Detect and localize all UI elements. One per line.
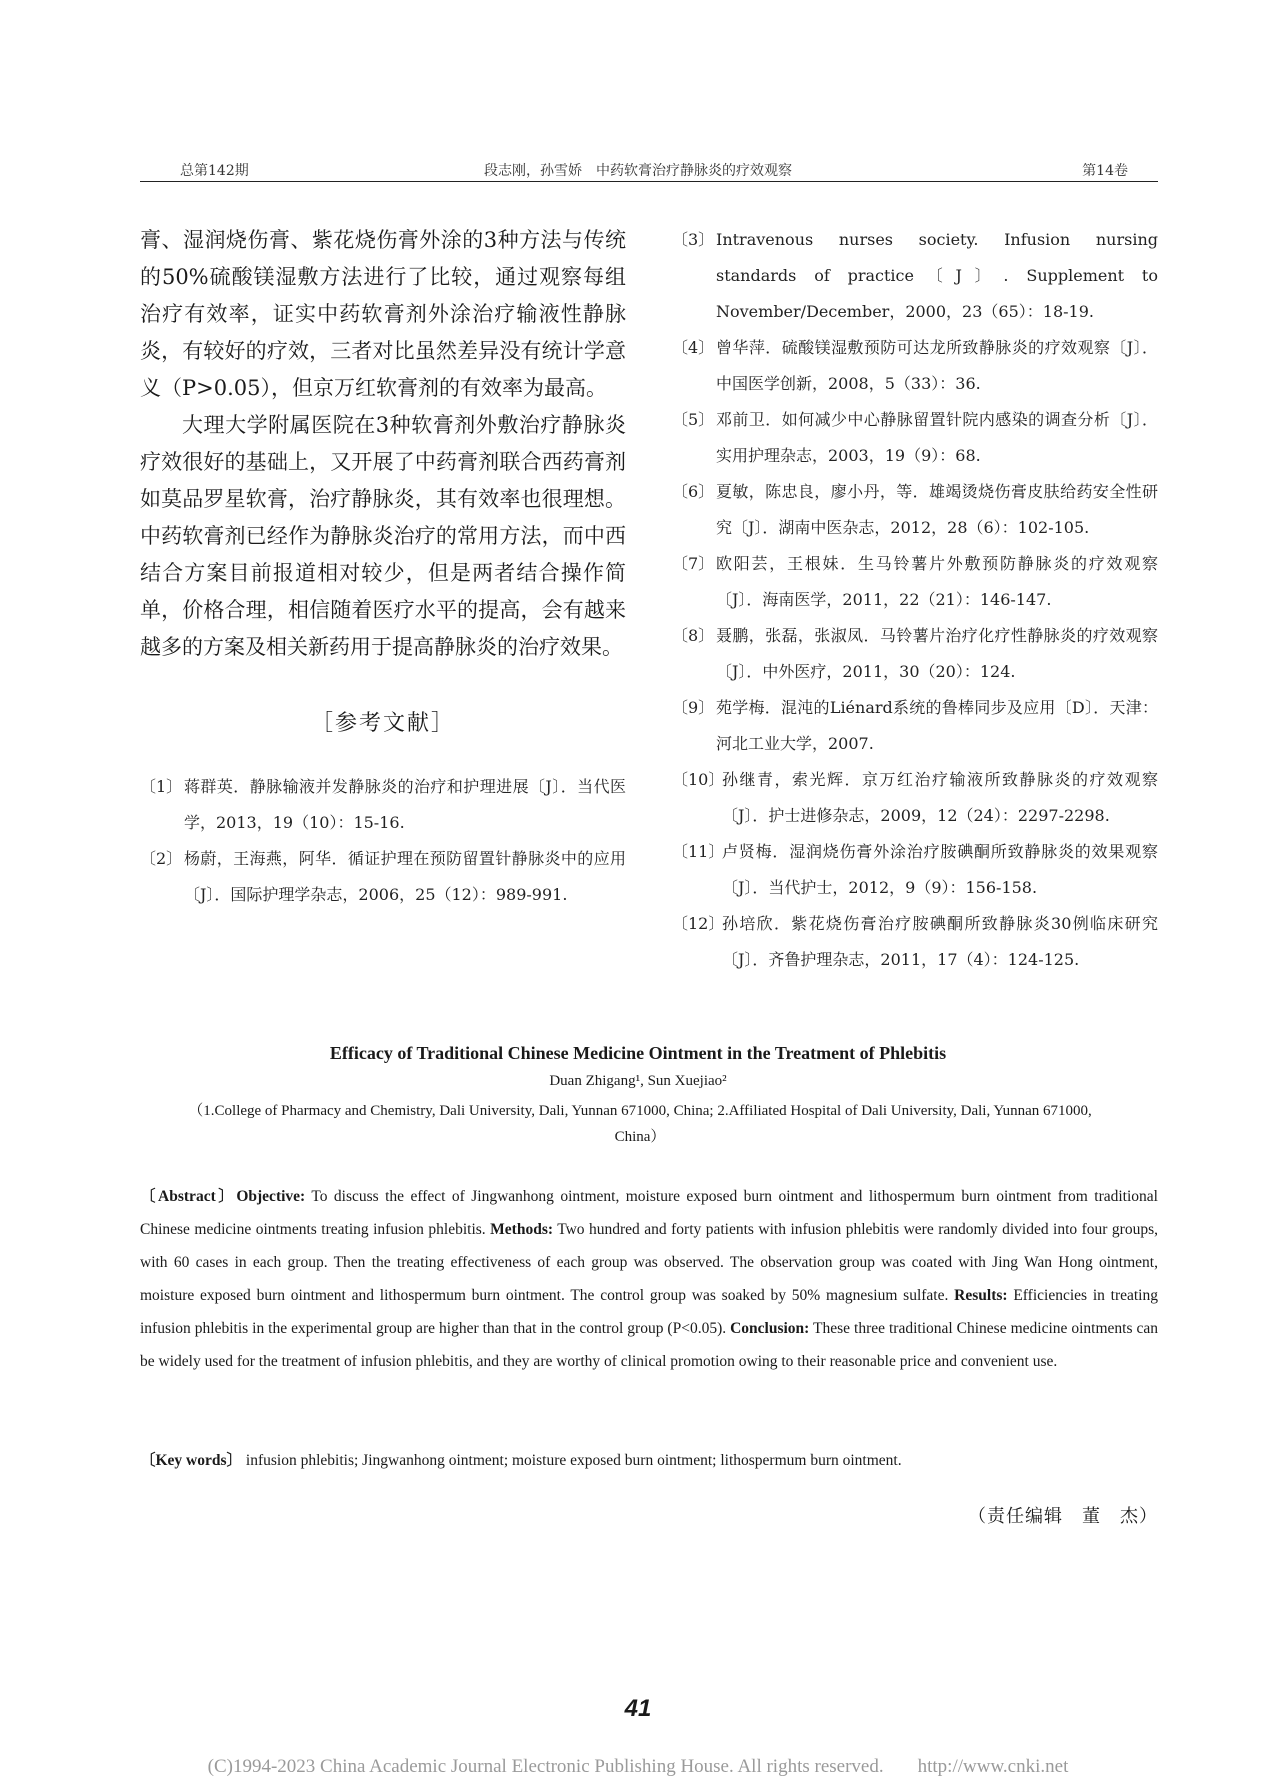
english-abstract xyxy=(140,1180,1158,1378)
reference-text: 孙继青，索光辉．京万红治疗输液所致静脉炎的疗效观察〔J〕．护士进修杂志，2009，12（24）：2297-2298. xyxy=(722,770,1158,825)
header-issue: 总第142期 xyxy=(180,163,249,179)
reference-text: 孙培欣．紫花烧伤膏治疗胺碘酮所致静脉炎30例临床研究〔J〕．齐鲁护理杂志，2011，17（4）：124-125. xyxy=(722,914,1158,969)
reference-number: 〔12〕 xyxy=(672,914,725,933)
reference-number: 〔9〕 xyxy=(672,698,715,717)
reference-number: 〔11〕 xyxy=(672,842,725,861)
body-paragraph-1: 膏、湿润烧伤膏、紫花烧伤膏外涂的3种方法与传统的50%硫酸镁湿敷方法进行了比较，通过观察每组治疗有效率，证实中药软膏剂外涂治疗输液性静脉炎，有较好的疗效，三者对比虽然差异没有统计学意义（P>0.05），但京万红软膏剂的有效率为最高。 xyxy=(140,228,626,400)
reference-item xyxy=(672,834,1158,906)
reference-text: 夏敏，陈忠良，廖小丹，等．雄竭烫烧伤膏皮肤给药安全性研究〔J〕．湖南中医杂志，2012，28（6）：102-105. xyxy=(716,482,1158,537)
reference-number: 〔3〕 xyxy=(672,230,715,249)
references-list-right xyxy=(672,222,1158,978)
references-list-left xyxy=(140,769,626,913)
reference-text: 曾华萍．硫酸镁湿敷预防可达龙所致静脉炎的疗效观察〔J〕．中国医学创新，2008，5（33）：36. xyxy=(716,338,1158,393)
cnki-url-link[interactable]: http://www.cnki.net xyxy=(917,1756,1069,1777)
english-keywords xyxy=(140,1446,1158,1476)
reference-number: 〔5〕 xyxy=(672,410,715,429)
reference-number: 〔4〕 xyxy=(672,338,715,357)
references-heading: ［参考文献］ xyxy=(310,711,455,736)
reference-text: 蒋群英．静脉输液并发静脉炎的治疗和护理进展〔J〕．当代医学，2013，19（10）：15-16. xyxy=(184,777,626,832)
reference-text: 聂鹏，张磊，张淑凤．马铃薯片治疗化疗性静脉炎的疗效观察〔J〕．中外医疗，2011，30（20）：124. xyxy=(716,626,1158,681)
reference-item xyxy=(672,618,1158,690)
left-column xyxy=(140,222,626,913)
keywords-text: infusion phlebitis; Jingwanhong ointment; moisture exposed burn ointment; lithospermum burn ointment. xyxy=(242,1452,902,1469)
copyright-text: (C)1994-2023 China Academic Journal Electronic Publishing House. All rights reserved. xyxy=(207,1756,884,1777)
reference-item xyxy=(672,330,1158,402)
reference-text: 苑学梅．混沌的Liénard系统的鲁棒同步及应用〔D〕．天津：河北工业大学，2007. xyxy=(716,698,1158,753)
english-affiliations: （1.College of Pharmacy and Chemistry, Dali University, Dali, Yunnan 671000, China; 2.Affiliated Hospital of Dali University, Dali, Yunnan 671000, China） xyxy=(188,1103,1092,1145)
reference-number: 〔7〕 xyxy=(672,554,715,573)
page-number: 41 xyxy=(624,1695,652,1722)
results-text: Efficiencies in treating infusion phlebitis in the experimental group are higher than that in the control group (P<0.05). xyxy=(140,1287,1158,1337)
reference-number: 〔6〕 xyxy=(672,482,715,501)
reference-number: 〔10〕 xyxy=(672,770,725,789)
reference-number: 〔2〕 xyxy=(140,849,183,868)
keywords-label: 〔Key words〕 xyxy=(140,1452,243,1469)
objective-label: Objective: xyxy=(236,1188,306,1205)
copyright-footer xyxy=(0,1756,1276,1778)
reference-text: 卢贤梅．湿润烧伤膏外涂治疗胺碘酮所致静脉炎的效果观察〔J〕．当代护士，2012，9（9）：156-158. xyxy=(722,842,1158,897)
conclusion-text: These three traditional Chinese medicine ointments can be widely used for the treatment of infusion phlebitis, and they are worthy of clinical promotion owing to their reasonable price and convenient use. xyxy=(140,1320,1158,1370)
reference-item xyxy=(672,690,1158,762)
reference-text: 杨蔚，王海燕，阿华．循证护理在预防留置针静脉炎中的应用〔J〕．国际护理学杂志，2006，25（12）：989-991. xyxy=(184,849,626,904)
english-title: Efficacy of Traditional Chinese Medicine Ointment in the Treatment of Phlebitis xyxy=(329,1043,947,1063)
reference-number: 〔8〕 xyxy=(672,626,715,645)
english-authors: Duan Zhigang¹, Sun Xuejiao² xyxy=(549,1073,727,1089)
header-title: 段志刚，孙雪娇 中药软膏治疗静脉炎的疗效观察 xyxy=(484,163,792,179)
header-rule xyxy=(140,181,1158,182)
reference-item xyxy=(140,769,626,841)
methods-label: Methods: xyxy=(490,1221,554,1238)
conclusion-label: Conclusion: xyxy=(730,1320,810,1337)
reference-item xyxy=(672,762,1158,834)
reference-item xyxy=(672,222,1158,330)
body-paragraph-2: 大理大学附属医院在3种软膏剂外敷治疗静脉炎疗效很好的基础上，又开展了中药膏剂联合西药膏剂如莫品罗星软膏，治疗静脉炎，其有效率也很理想。中药软膏剂已经作为静脉炎治疗的常用方法，而中西结合方案目前报道相对较少，但是两者结合操作简单，价格合理，相信随着医疗水平的提高，会有越来越多的方案及相关新药用于提高静脉炎的治疗效果。 xyxy=(140,413,626,659)
reference-item xyxy=(672,402,1158,474)
reference-text: Intravenous nurses society. Infusion nursing standards of practice〔J〕. Supplement to November/December，2000，23（65）：18-19. xyxy=(716,230,1158,321)
objective-text: To discuss the effect of Jingwanhong ointment, moisture exposed burn ointment and lithospermum burn ointment from traditional Chinese medicine ointments treating infusion phlebitis. xyxy=(140,1188,1158,1238)
results-label: Results: xyxy=(954,1287,1008,1304)
reference-item xyxy=(672,474,1158,546)
reference-text: 欧阳芸，王根妹．生马铃薯片外敷预防静脉炎的疗效观察〔J〕．海南医学，2011，22（21）：146-147. xyxy=(716,554,1158,609)
responsible-editor: （责任编辑 董 杰） xyxy=(968,1506,1158,1527)
methods-text: Two hundred and forty patients with infusion phlebitis were randomly divided into four groups, with 60 cases in each group. Then the treating effectiveness of each group was observed. The observation group was coated with Jing Wan Hong ointment, moisture exposed burn ointment and lithospermum burn ointment. The control group was soaked by 50% magnesium sulfate. xyxy=(140,1221,1159,1304)
reference-item xyxy=(672,546,1158,618)
reference-text: 邓前卫．如何减少中心静脉留置针院内感染的调查分析〔J〕．实用护理杂志，2003，19（9）：68. xyxy=(716,410,1158,465)
reference-item xyxy=(672,906,1158,978)
header-volume: 第14卷 xyxy=(1082,163,1128,179)
reference-item xyxy=(140,841,626,913)
reference-number: 〔1〕 xyxy=(140,777,183,796)
abstract-label: 〔Abstract〕 xyxy=(140,1188,237,1205)
